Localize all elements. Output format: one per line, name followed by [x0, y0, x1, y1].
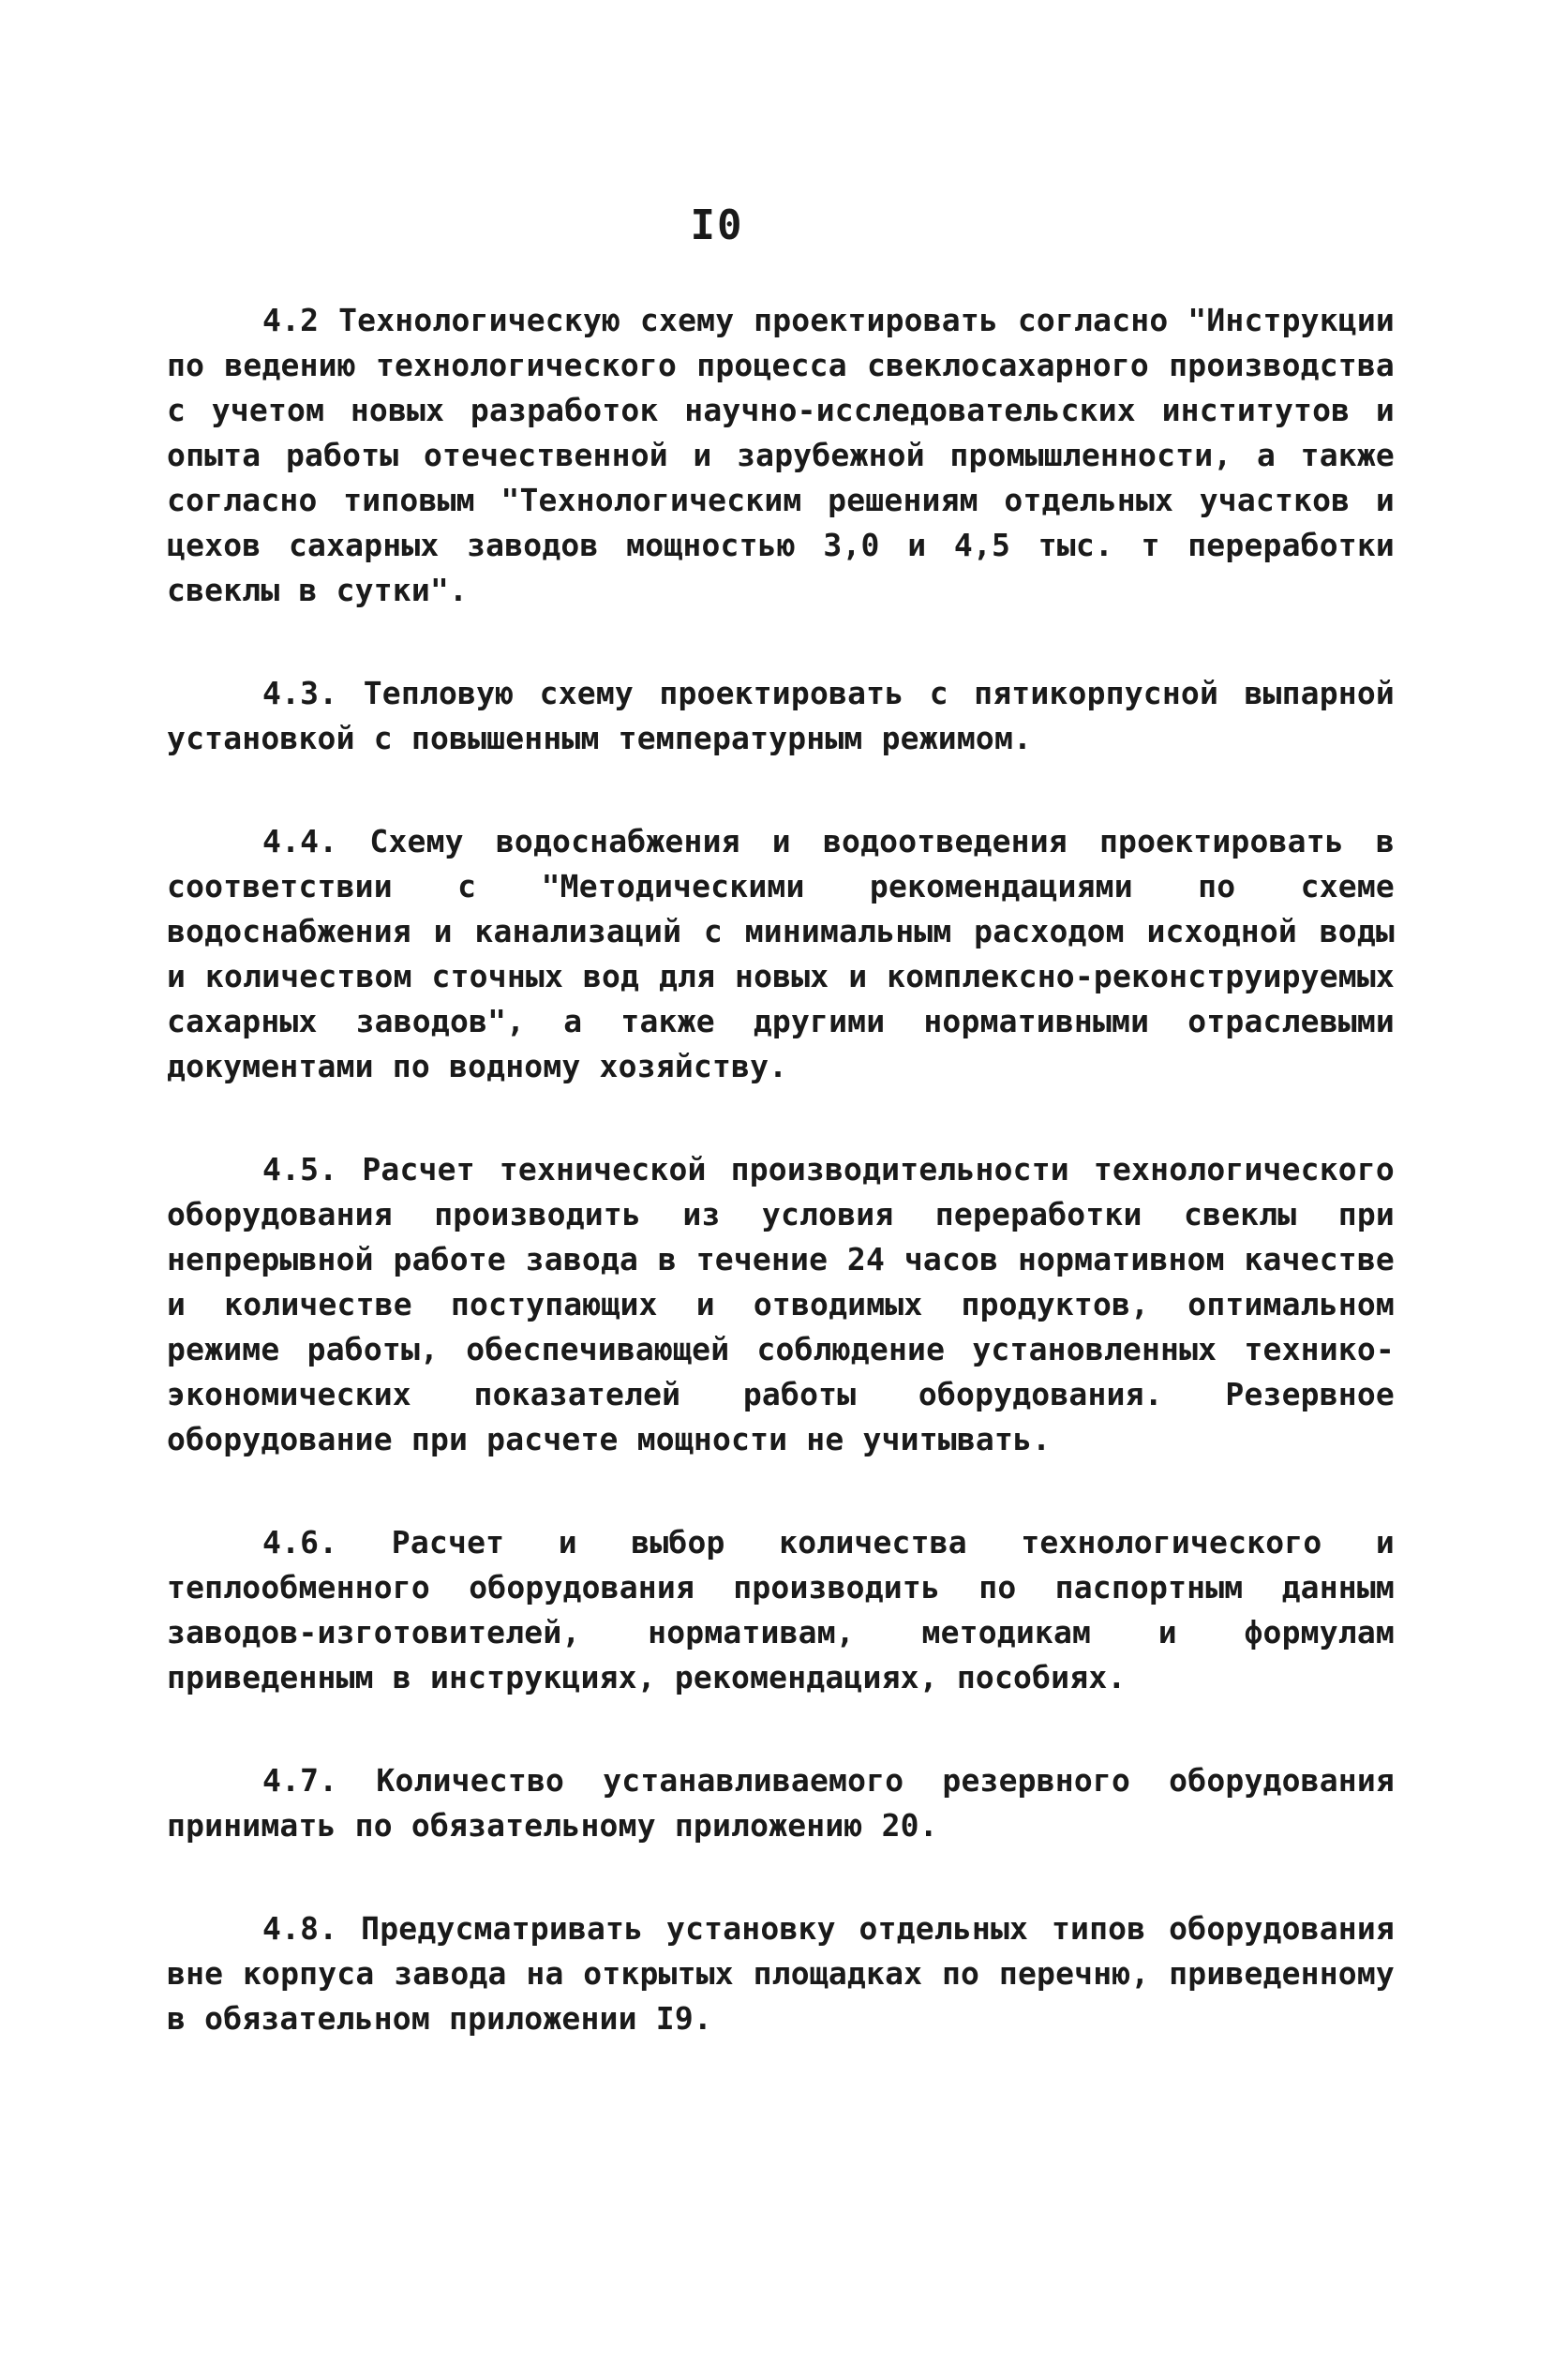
paragraph-number: 4.4. [262, 823, 338, 859]
paragraph-4-2 [167, 298, 1395, 613]
paragraph-number: 4.3. [262, 675, 338, 711]
paragraph-text: Количество устанавливаемого резервного оборудования принимать по обязательному приложению 20. [167, 1762, 1395, 1844]
paragraph-text: Тепловую схему проектировать с пятикорпусной выпарной установкой с повышенным температурным режимом. [167, 675, 1395, 756]
paragraph-text: Предусматривать установку отдельных типов оборудования вне корпуса завода на открытых площадках по перечню, приведенному в обязательном приложении I9. [167, 1910, 1395, 2037]
paragraph-number: 4.2 [262, 302, 320, 338]
paragraph-number: 4.8. [262, 1910, 338, 1947]
paragraph-text: Расчет технической производительности технологического оборудования производить из условия переработки свеклы при непрерывной работе завода в течение 24 часов нормативном качестве и количестве поступающих и отводимых продуктов, оптимальном режиме работы, обеспечивающей соблюдение установленных технико-экономических показателей работы оборудования. Резервное оборудование при расчете мощности не учитывать. [167, 1151, 1396, 1457]
paragraph-4-6 [167, 1520, 1395, 1700]
paragraph-text: Технологическую схему проектировать согласно "Инструкции по ведению технологического процесса свеклосахарного производства с учетом новых разработок научно-исследовательских институтов и опыта работы отечественной и зарубежной промышленности, а также согласно типовым "Технологическим решениям отдельных участков и цехов сахарных заводов мощностью 3,0 и 4,5 тыс. т переработки свеклы в сутки". [167, 302, 1395, 608]
paragraph-4-5 [167, 1147, 1395, 1462]
document-body [167, 298, 1395, 2099]
page-number: I0 [690, 202, 744, 249]
paragraph-number: 4.5. [262, 1151, 338, 1188]
paragraph-4-4 [167, 819, 1395, 1089]
paragraph-4-7 [167, 1758, 1395, 1848]
paragraph-number: 4.7. [262, 1762, 338, 1799]
paragraph-text: Схему водоснабжения и водоотведения проектировать в соответствии с "Методическими рекомендациями по схеме водоснабжения и канализаций с минимальным расходом исходной воды и количеством сточных вод для новых и комплексно-реконструируемых сахарных заводов", а также другими нормативными отраслевыми документами по водному хозяйству. [167, 823, 1395, 1084]
paragraph-text: Расчет и выбор количества технологического и теплообменного оборудования производить по паспортным данным заводов-изготовителей, нормативам, методикам и формулам приведенным в инструкциях, рекомендациях, пособиях. [167, 1524, 1395, 1695]
paragraph-4-3 [167, 671, 1395, 761]
paragraph-number: 4.6. [262, 1524, 338, 1561]
paragraph-4-8 [167, 1906, 1395, 2041]
